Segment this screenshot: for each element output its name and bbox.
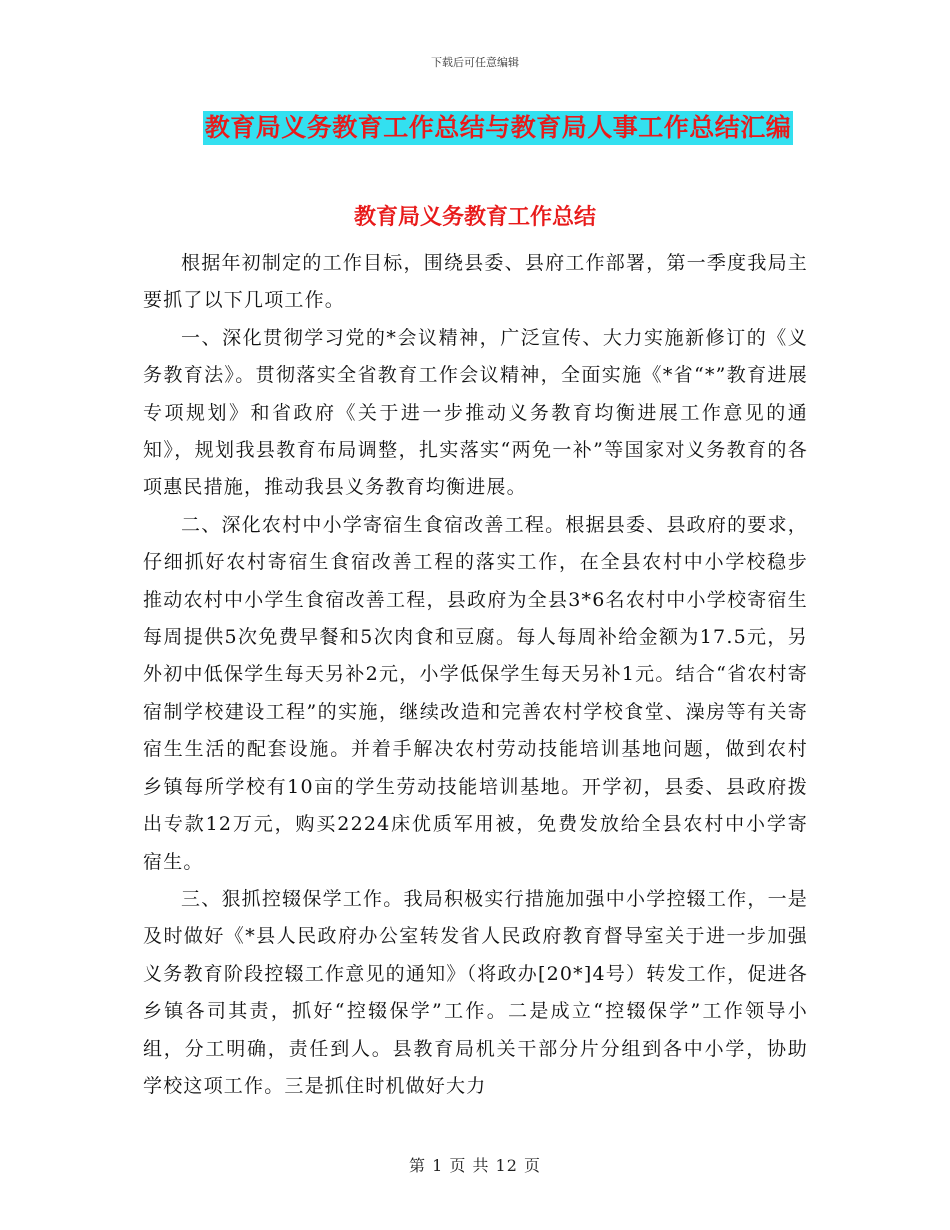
header-note: 下载后可任意编辑 (431, 56, 519, 69)
paragraph-intro: 根据年初制定的工作目标，围绕县委、县府工作部署，第一季度我局主要抓了以下几项工作。 (143, 252, 808, 312)
page-footer: 第 1 页 共 12 页 (409, 1156, 541, 1175)
paragraph-item-3: 三、狠抓控辍保学工作。我局积极实行措施加强中小学控辍工作，一是及时做好《*县人民政府办公室转发省人民政府教育督导室关于进一步加强义务教育阶段控辍工作意见的通知》（将政办[20*]4号）转发工作，促进各乡镇各司其责，抓好“控辍保学”工作。二是成立“控辍保学”工作领导小组，分工明确，责任到人。县教育局机关干部分片分组到各中小学，协助学校这项工作。三是抓住时机做好大力 (143, 887, 808, 1097)
document-body (143, 245, 808, 1105)
paragraph-item-2: 二、深化农村中小学寄宿生食宿改善工程。根据县委、县政府的要求，仔细抓好农村寄宿生食宿改善工程的落实工作，在全县农村中小学校稳步推动农村中小学生食宿改善工程，县政府为全县3*6名农村中小学校寄宿生每周提供5次免费早餐和5次肉食和豆腐。每人每周补给金额为17.5元，另外初中低保学生每天另补2元，小学低保学生每天另补1元。结合“省农村寄宿制学校建设工程”的实施，继续改造和完善农村学校食堂、澡房等有关寄宿生生活的配套设施。并着手解决农村劳动技能培训基地问题，做到农村乡镇每所学校有10亩的学生劳动技能培训基地。开学初，县委、县政府拨出专款12万元，购买2224床优质军用被，免费发放给全县农村中小学寄宿生。 (143, 513, 808, 873)
section-title: 教育局义务教育工作总结 (353, 204, 596, 230)
paragraph-item-1: 一、深化贯彻学习党的*会议精神，广泛宣传、大力实施新修订的《义务教育法》。贯彻落实全省教育工作会议精神，全面实施《*省“*”教育进展专项规划》和省政府《关于进一步推动义务教育均衡进展工作意见的通知》，规划我县教育布局调整，扎实落实“两免一补”等国家对义务教育的各项惠民措施，推动我县义务教育均衡进展。 (143, 326, 808, 499)
main-title: 教育局义务教育工作总结与教育局人事工作总结汇编 (203, 111, 794, 145)
main-title-container (0, 111, 950, 145)
